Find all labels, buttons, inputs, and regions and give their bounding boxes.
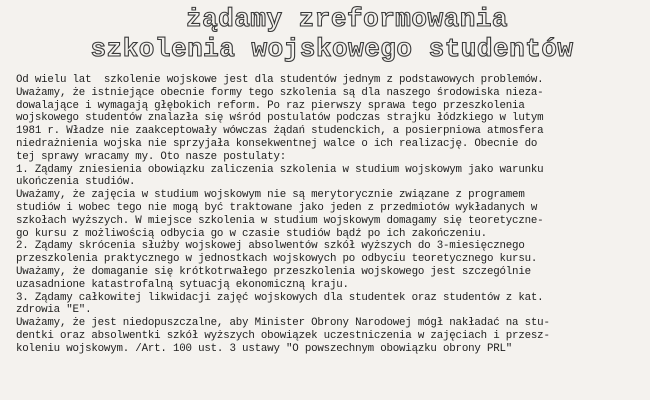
- text-line: dentki oraz absolwentki szkół wyższych obowiązek uczestniczenia w zajęciach i przesz-: [16, 329, 550, 342]
- text-line: koleniu wojskowym. /Art. 100 ust. 3 ustawy "O powszechnym obowiązku obrony PRL": [16, 342, 513, 355]
- text-line: 1981 r. Władze nie zaakceptowały wówczas żądań studenckich, a posierpniowa atmosfera: [16, 125, 544, 138]
- text-line: uzasadnione katastrofalną sytuacją ekonomiczną kraju.: [16, 278, 349, 291]
- document-title: [16, 4, 638, 64]
- text-line: wojskowego studentów znalazła się wśród postulatów podczas strajku łódzkiego w lutym: [16, 112, 544, 125]
- text-line: 2. Żądamy skrócenia służby wojskowej absolwentów szkół wyższych do 3-miesięcznego: [16, 240, 525, 253]
- text-line: 3. Żądamy całkowitej likwidacji zajęć wojskowych dla studentek oraz studentów z kat.: [16, 291, 544, 304]
- title-line-1: żądamy zreformowania: [185, 4, 509, 34]
- text-line: szkołach wyższych. W miejsce szkolenia w studium wojskowym domagamy się teoretyczne-: [16, 214, 544, 227]
- text-line: Uważamy, że jest niedopuszczalne, aby Minister Obrony Narodowej mógł nakładać na stu-: [16, 317, 550, 330]
- text-line: studiów i wobec tego nie mogą być traktowane jako jeden z przedmiotów wykładanych w: [16, 201, 538, 214]
- title-line-2: szkolenia wojskowego studentów: [90, 34, 574, 64]
- text-line: dowalające i wymagają głębokich reform. Po raz pierwszy sprawa tego przeszkolenia: [16, 99, 525, 112]
- text-line: ukończenia studiów.: [16, 176, 136, 189]
- text-line: go kursu z możliwością odbycia go w czasie studiów bądź po ich zakończeniu.: [16, 227, 487, 240]
- text-line: Uważamy, że domaganie się krótkotrwałego przeszkolenia wojskowego jest szczególnie: [16, 265, 531, 278]
- text-line: 1. Żądamy zniesienia obowiązku zaliczenia szkolenia w studium wojskowym jako warunku: [16, 163, 544, 176]
- text-line: Uważamy, że istniejące obecnie formy tego szkolenia są dla naszego środowiska nieza-: [16, 86, 544, 99]
- text-line: tej sprawy wracamy my. Oto nasze postulaty:: [16, 150, 287, 163]
- text-line: zdrowia "E".: [16, 304, 92, 317]
- text-line: Uważamy, że zajęcia w studium wojskowym nie są merytorycznie związane z programem: [16, 189, 525, 202]
- text-line: Od wielu lat szkolenie wojskowe jest dla studentów jednym z podstawowych problemów.: [16, 74, 544, 86]
- text-line: niedrażnienia wojska nie sprzyjała konsekwentnej walce o ich realizację. Obecnie do: [16, 137, 538, 150]
- document-body: [16, 74, 638, 356]
- text-line: przeszkolenia praktycznego w jednostkach wojskowych po odbyciu teoretycznego kursu.: [16, 253, 538, 266]
